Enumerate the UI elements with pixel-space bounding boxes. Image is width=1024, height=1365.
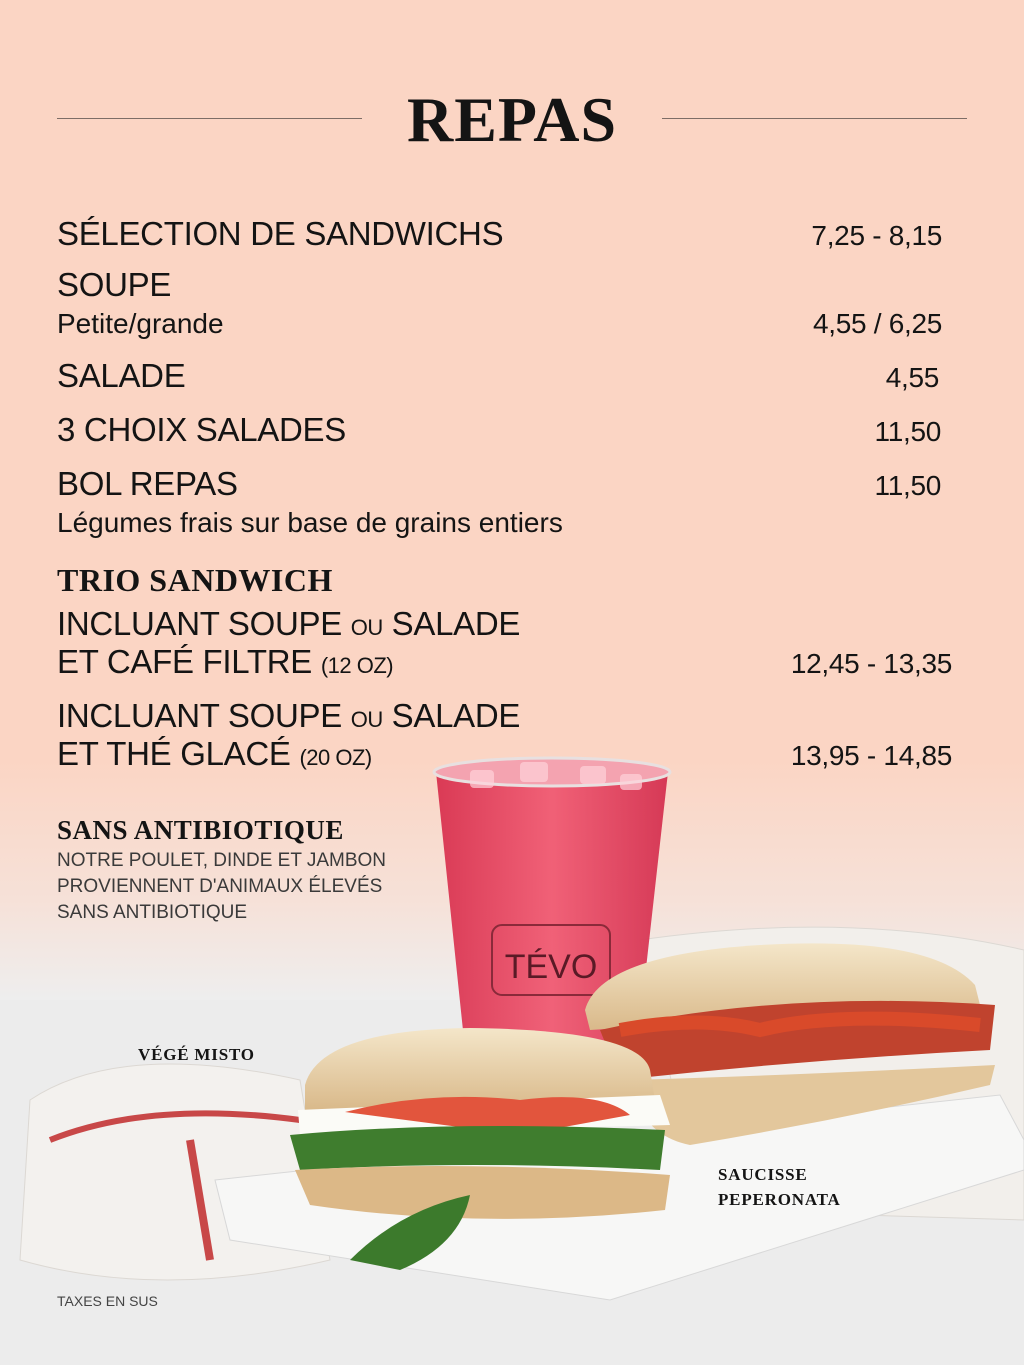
trio-heading: TRIO SANDWICH — [57, 562, 333, 598]
caption-vege-misto: VÉGÉ MISTO — [138, 1045, 255, 1064]
page-title: REPAS — [406, 84, 618, 155]
trio-option-text: SALADE — [382, 697, 521, 734]
footer-taxes: TAXES EN SUS — [57, 1293, 158, 1309]
cup-brand-text: TÉVO — [504, 948, 598, 986]
menu-item-name: BOL REPAS — [57, 465, 238, 502]
notice-line: NOTRE POULET, DINDE ET JAMBON — [57, 850, 387, 871]
notice-line: PROVIENNENT D'ANIMAUX ÉLEVÉS — [57, 876, 383, 897]
menu-item-price: 4,55 / 6,25 — [812, 308, 942, 339]
trio-option-text: ET THÉ GLACÉ — [57, 735, 300, 772]
menu-item-description: Petite/grande — [57, 308, 224, 339]
trio-option-size: (12 OZ) — [320, 653, 394, 678]
menu-item-price: 4,55 — [885, 362, 939, 393]
menu-item-name: SALADE — [57, 357, 186, 394]
trio-option-text: INCLUANT SOUPE — [57, 605, 351, 642]
caption-peperonata: PEPERONATA — [718, 1190, 841, 1209]
menu-item-name: SOUPE — [57, 266, 172, 303]
menu-item-description: Légumes frais sur base de grains entiers — [57, 507, 563, 538]
menu-item-price: 11,50 — [874, 416, 941, 447]
menu-item-price: 11,50 — [874, 470, 941, 501]
menu-item-name: 3 CHOIX SALADES — [57, 411, 346, 448]
title-rule-right — [662, 118, 967, 119]
title-rule-left — [57, 118, 362, 119]
menu-item-price: 7,25 - 8,15 — [811, 220, 942, 251]
caption-saucisse: SAUCISSE — [718, 1165, 808, 1184]
trio-option-text: INCLUANT SOUPE — [57, 697, 351, 734]
trio-option-line2 — [57, 643, 393, 685]
meal-photo — [0, 740, 1024, 1365]
notice-line: SANS ANTIBIOTIQUE — [57, 902, 248, 923]
trio-option-text: ET CAFÉ FILTRE — [57, 643, 321, 680]
trio-option-text: SALADE — [382, 605, 521, 642]
trio-option-size: (20 OZ) — [299, 745, 372, 770]
trio-option-price: 13,95 - 14,85 — [790, 740, 952, 771]
notice-heading: SANS ANTIBIOTIQUE — [57, 815, 344, 845]
trio-option-or: OU — [350, 615, 383, 640]
menu-item-name: SÉLECTION DE SANDWICHS — [57, 215, 504, 252]
trio-option-line1 — [57, 605, 520, 647]
trio-option-line1 — [57, 697, 520, 739]
trio-option-price: 12,45 - 13,35 — [790, 648, 952, 679]
trio-option-or: OU — [350, 707, 383, 732]
